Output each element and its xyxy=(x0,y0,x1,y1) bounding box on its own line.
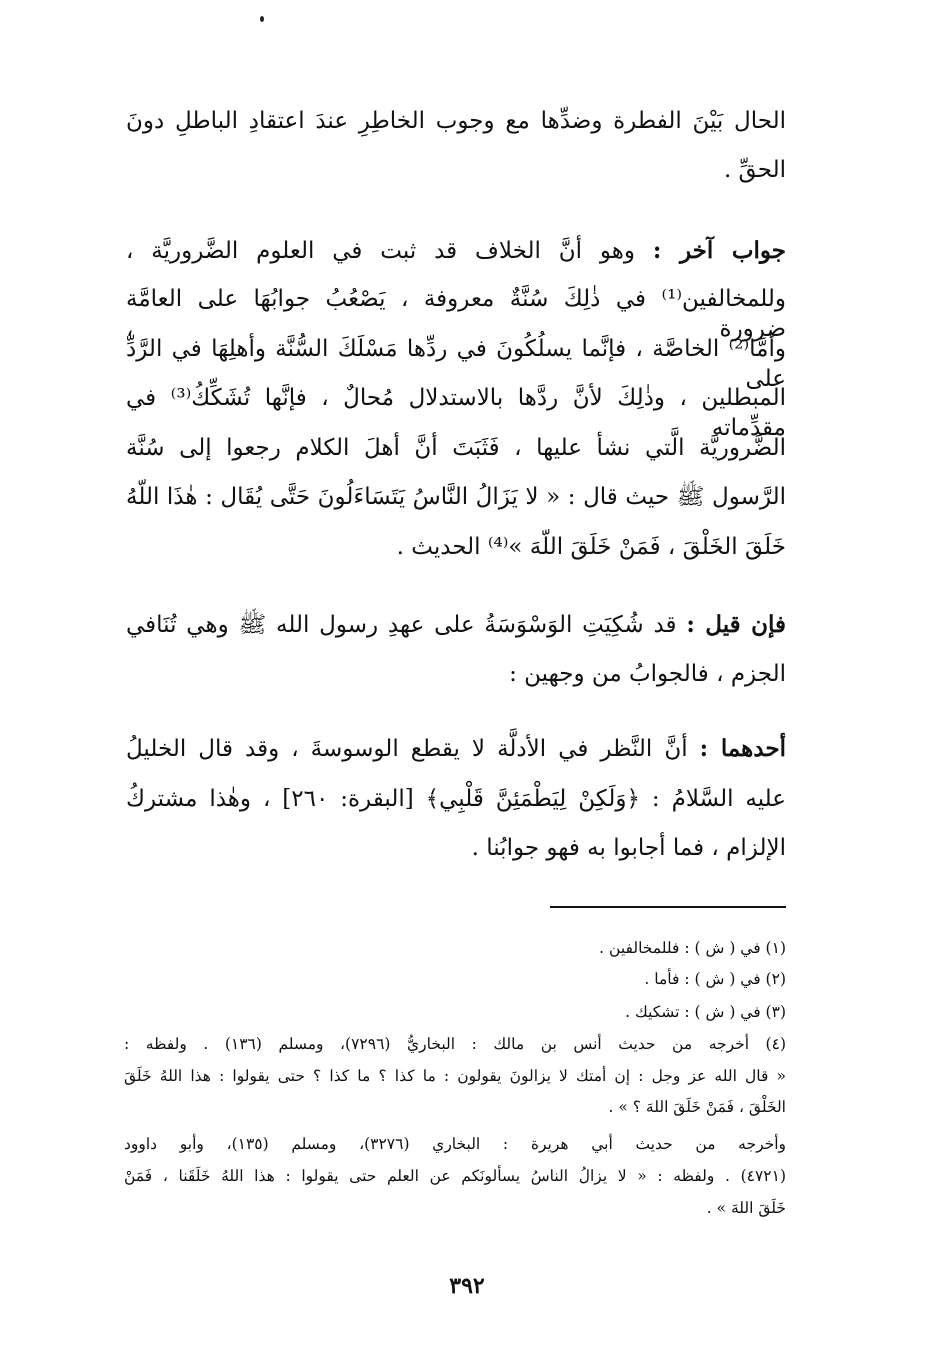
body-line-9: خَلَقَ الخَلْقَ ، فَمَنْ خَلَقَ اللّهَ »⁽⁴⁾ الحديث . xyxy=(396,534,786,560)
lead-fain-qil: فإن قيل : xyxy=(686,611,786,638)
body-line-1: الحال بَيْنَ الفطرة وضدِّها مع وجوب الخاطِرِ عندَ اعتقادِ الباطلِ دونَ xyxy=(126,108,786,134)
body-line-12 xyxy=(126,734,786,764)
body-line-2: الحقِّ . xyxy=(723,157,786,183)
body-line-10-text: قد شُكِيَتِ الوَسْوَسَةُ على عهدِ رسول الله ﷺ وهي تُنَافي xyxy=(126,612,677,638)
footnote-3: (٣) في ( ش ) : تشكيك . xyxy=(625,1003,786,1021)
body-line-3-text: وهو أنَّ الخلاف قد ثبت في العلوم الضَّروريَّة ، xyxy=(126,238,636,264)
footnote-divider xyxy=(550,906,786,908)
footnote-4-line-3: الخَلْقَ ، فَمَنْ خَلَقَ اللهَ ؟ » . xyxy=(608,1098,786,1116)
body-line-14: الإلزام ، فما أجابوا به فهو جوابُنا . xyxy=(471,835,786,861)
body-line-6: المبطلين ، وذٰلِكَ لأنَّ ردَّها بالاستدلال مُحالٌ ، فإنَّها تُشَكِّكُ⁽³⁾ في مقدِّماته xyxy=(126,385,786,441)
footnote-4-line-6: خَلَقَ اللهَ » . xyxy=(706,1199,786,1217)
body-line-10 xyxy=(126,610,786,640)
footnote-4-line-5: (٤٧٢١) . ولفظه : « لا يزالُ الناسُ يسألونَكم عن العلم حتى يقولوا : هذا اللهُ خَلَقَنا ، فَمَنْ xyxy=(124,1167,786,1185)
body-line-3 xyxy=(126,236,786,266)
body-line-5: وأمَّا⁽²⁾ الخاصَّة ، فإنَّما يسلُكُونَ في ردِّها مَسْلَكَ السُّنَّة وأهلِهَا في الرَّدِّ على xyxy=(126,336,786,392)
body-line-12-text: أنَّ النَّظر في الأدلَّة لا يقطع الوسوسةَ ، وقد قال الخليلُ xyxy=(126,736,688,762)
page-number: ٣٩٢ xyxy=(449,1273,485,1299)
lead-ahaduhuma: أحدهما : xyxy=(699,735,786,762)
footnote-1: (١) في ( ش ) : فللمخالفين . xyxy=(599,939,786,957)
body-line-4: وللمخالفين⁽¹⁾ في ذٰلِكَ سُنَّةٌ معروفة ، يَصْعُبُ جوابُهَا على العامَّة ضرورة ، xyxy=(126,286,786,342)
footnote-4-line-4: وأخرجه من حديث أبي هريرة : البخاري (٣٢٧٦)، ومسلم (١٣٥)، وأبو داوود xyxy=(124,1135,786,1153)
footnote-4-line-2: « قال الله عز وجل : إن أمتك لا يزالونَ يقولون : ما كذا ؟ ما كذا ؟ حتى يقولوا : هذا اللهُ خَلَقَ xyxy=(124,1067,786,1085)
lead-jawab-akhar: جواب آخر : xyxy=(652,237,787,264)
scan-speck xyxy=(260,16,264,22)
body-line-11: الجزم ، فالجوابُ من وجهين : xyxy=(509,661,786,687)
body-line-13: عليه السَّلامُ : ﴿وَلَكِنْ لِيَطْمَئِنَّ قَلْبِي﴾ [البقرة: ٢٦٠] ، وهٰذا مشتركُ xyxy=(126,786,786,812)
footnote-4-line-1: (٤) أخرجه من حديث أنس بن مالك : البخاريُّ (٧٢٩٦)، ومسلم (١٣٦) . ولفظه : xyxy=(124,1035,786,1053)
body-line-7: الضَّروريَّة الَّتي نشأ عليها ، فَثَبَتَ أنَّ أهلَ الكلام رجعوا إلى سُنَّة xyxy=(126,435,786,461)
footnote-2: (٢) في ( ش ) : فأما . xyxy=(644,970,786,988)
body-line-8: الرَّسول ﷺ حيث قال : « لا يَزَالُ النَّاسُ يَتَسَاءَلُونَ حَتَّى يُقَال : هٰذَا اللّهُ xyxy=(126,484,786,510)
